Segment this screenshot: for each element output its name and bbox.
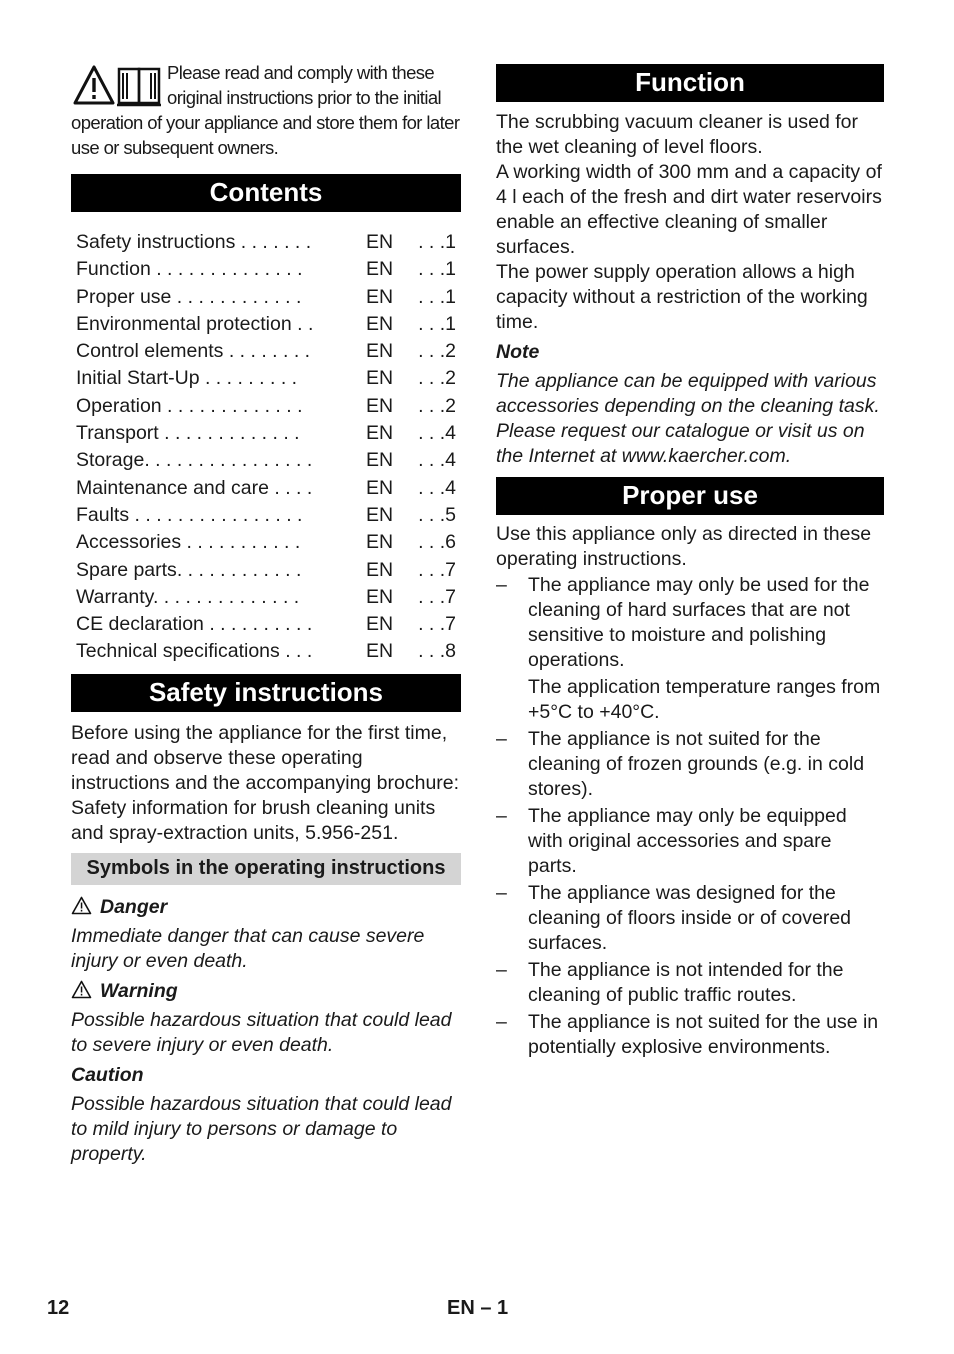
caution-label: Caution bbox=[71, 1063, 144, 1086]
list-item bbox=[496, 573, 884, 725]
function-para-2: A working width of 300 mm and a capacity of 4 l each of the fresh and dirt water reservoirs enable an effective cleaning of smaller surfaces. bbox=[496, 161, 882, 258]
toc-entry-lang: EN bbox=[366, 531, 394, 554]
toc-entry-page: . . .4 bbox=[418, 449, 456, 472]
toc-entry-page: . . .4 bbox=[418, 422, 456, 445]
toc-entry-title: Technical specifications bbox=[76, 640, 280, 663]
danger-label-row bbox=[71, 895, 461, 920]
toc-leader-dots: . . . . . . . . . . . . . bbox=[158, 422, 300, 445]
toc-entry-page: . . .1 bbox=[418, 285, 456, 308]
dash-bullet: – bbox=[496, 882, 507, 904]
toc-entry-title: Safety instructions bbox=[76, 231, 236, 253]
toc-entry-title-cell bbox=[76, 229, 326, 256]
left-column bbox=[71, 60, 461, 1167]
danger-text: Immediate danger that can cause severe injury or even death. bbox=[71, 924, 425, 972]
toc-entry-page: . . .1 bbox=[418, 231, 456, 253]
list-item-text: The appliance is not intended for the cleaning of public traffic routes. bbox=[528, 959, 844, 1006]
function-para-3: The power supply operation allows a high capacity without a restriction of the working time. bbox=[496, 261, 868, 333]
toc-entry-lang: EN bbox=[366, 476, 394, 499]
toc-row bbox=[76, 420, 456, 447]
toc-entry-title: Warranty bbox=[76, 585, 153, 608]
toc-entry-lang: EN bbox=[366, 585, 394, 608]
toc-entry-title: Initial Start-Up bbox=[76, 367, 200, 390]
safety-body: Before using the appliance for the first time, read and observe these operating instructions and the accompanying brochure: Safety information for brush cleaning units and spray-extraction units, 5.956-251. bbox=[71, 721, 460, 844]
danger-label: Danger bbox=[100, 895, 168, 918]
note-text: The appliance can be equipped with various accessories depending on the cleaning task. Please request our catalogue or visit us on the Internet at www.kaercher.com. bbox=[496, 370, 880, 467]
toc-entry-lang: EN bbox=[366, 340, 394, 363]
toc-entry-title-cell bbox=[76, 502, 326, 529]
toc-entry-title-cell bbox=[76, 420, 326, 447]
toc-leader-dots: . . . . . . . . . . . . . . bbox=[150, 258, 303, 281]
proper-use-list bbox=[496, 573, 884, 1060]
toc-entry-title: Faults bbox=[76, 503, 130, 526]
function-para-1: The scrubbing vacuum cleaner is used for the wet cleaning of level floors. bbox=[496, 111, 859, 158]
toc-entry-title: Operation bbox=[76, 394, 162, 417]
toc-entry-title: Function bbox=[76, 258, 151, 281]
warning-triangle-icon bbox=[71, 896, 92, 915]
toc-entry-page: . . .1 bbox=[418, 312, 456, 335]
list-item-extra: The application temperature ranges from +5°C to +40°C. bbox=[528, 676, 881, 723]
toc-entry-page: . . .2 bbox=[418, 394, 456, 417]
toc-leader-dots: . . . . . . . . . . . . bbox=[171, 285, 302, 308]
toc-row bbox=[76, 311, 456, 338]
toc-leader-dots: . . . . . . . bbox=[235, 231, 312, 253]
toc-row bbox=[76, 584, 456, 611]
toc-entry-page: . . .4 bbox=[418, 476, 456, 499]
toc-row bbox=[76, 284, 456, 311]
safety-heading: Safety instructions bbox=[71, 674, 461, 712]
toc-entry-title-cell bbox=[76, 529, 326, 556]
proper-use-heading: Proper use bbox=[496, 477, 884, 515]
toc-row bbox=[76, 393, 456, 420]
dash-bullet: – bbox=[496, 959, 507, 981]
list-item-text: The appliance may only be equipped with original accessories and spare parts. bbox=[528, 805, 847, 877]
toc-leader-dots: . . . . . . . . . . . . . bbox=[161, 394, 303, 417]
list-item-text: The appliance is not suited for the use in potentially explosive environments. bbox=[528, 1011, 879, 1058]
toc-entry-title: Spare parts bbox=[76, 558, 177, 581]
warning-triangle-icon bbox=[71, 980, 92, 999]
caution-text: Possible hazardous situation that could lead to mild injury to persons or damage to property. bbox=[71, 1092, 452, 1165]
toc-row bbox=[76, 475, 456, 502]
dash-bullet: – bbox=[496, 805, 507, 827]
toc-entry-page: . . .1 bbox=[418, 258, 456, 281]
toc-entry-lang: EN bbox=[366, 312, 394, 335]
toc-entry-title-cell bbox=[76, 557, 326, 584]
function-heading: Function bbox=[496, 64, 884, 102]
warning-label: Warning bbox=[100, 979, 178, 1002]
toc-row bbox=[76, 229, 456, 256]
toc-entry-lang: EN bbox=[366, 394, 394, 417]
toc-entry-lang: EN bbox=[366, 422, 394, 445]
toc-entry-lang: EN bbox=[366, 613, 394, 636]
toc-entry-lang: EN bbox=[366, 558, 394, 581]
toc-entry-lang: EN bbox=[366, 367, 394, 390]
toc-entry-title-cell bbox=[76, 638, 326, 665]
list-item bbox=[496, 958, 884, 1008]
table-of-contents bbox=[76, 229, 456, 666]
toc-entry-title: Control elements bbox=[76, 340, 224, 363]
toc-row bbox=[76, 638, 456, 665]
list-item bbox=[496, 881, 884, 956]
toc-entry-page: . . .2 bbox=[418, 340, 456, 363]
page-number: 12 bbox=[47, 1297, 70, 1319]
toc-entry-lang: EN bbox=[366, 449, 394, 472]
toc-row bbox=[76, 338, 456, 365]
toc-entry-page: . . .2 bbox=[418, 367, 456, 390]
toc-entry-title-cell bbox=[76, 584, 326, 611]
toc-entry-page: . . .5 bbox=[418, 503, 456, 526]
list-item bbox=[496, 727, 884, 802]
toc-entry-title: Proper use bbox=[76, 285, 172, 308]
toc-entry-title-cell bbox=[76, 447, 326, 474]
list-item-text: The appliance is not suited for the cleaning of frozen grounds (e.g. in cold stores). bbox=[528, 728, 865, 800]
toc-leader-dots: . . . . . . . . . . . . . . . . bbox=[144, 449, 313, 472]
toc-entry-title-cell bbox=[76, 611, 326, 638]
toc-row bbox=[76, 611, 456, 638]
toc-entry-lang: EN bbox=[366, 640, 394, 663]
toc-leader-dots: . . bbox=[291, 312, 314, 335]
toc-entry-title: CE declaration bbox=[76, 613, 204, 636]
toc-entry-lang: EN bbox=[366, 285, 394, 308]
toc-row bbox=[76, 447, 456, 474]
toc-row bbox=[76, 557, 456, 584]
language-page-marker: EN – 1 bbox=[447, 1297, 509, 1319]
toc-entry-title-cell bbox=[76, 256, 326, 283]
list-item bbox=[496, 804, 884, 879]
toc-leader-dots: . . . . . . . . . . . . bbox=[176, 558, 302, 581]
toc-entry-title-cell bbox=[76, 284, 326, 311]
proper-use-intro: Use this appliance only as directed in these operating instructions. bbox=[496, 523, 872, 570]
toc-leader-dots: . . . . . . . . . . . . . . . . bbox=[129, 503, 303, 526]
symbols-heading: Symbols in the operating instructions bbox=[71, 853, 461, 885]
intro-text: Please read and comply with these original instructions prior to the initial operation of your appliance and store them for later use or subsequent owners. bbox=[71, 62, 460, 158]
dash-bullet: – bbox=[496, 574, 507, 596]
list-item bbox=[496, 1010, 884, 1060]
dash-bullet: – bbox=[496, 728, 507, 750]
toc-leader-dots: . . . . . . . . . . . bbox=[181, 531, 301, 554]
toc-row bbox=[76, 529, 456, 556]
toc-entry-title: Accessories bbox=[76, 531, 182, 554]
toc-leader-dots: . . . . . . . . bbox=[223, 340, 311, 363]
toc-leader-dots: . . . bbox=[279, 640, 313, 663]
list-item-text: The appliance was designed for the cleaning of floors inside or of covered surfaces. bbox=[528, 882, 852, 954]
warning-manual-icon bbox=[71, 63, 163, 108]
toc-entry-lang: EN bbox=[366, 258, 394, 281]
warning-label-row bbox=[71, 979, 461, 1004]
toc-entry-page: . . .7 bbox=[418, 613, 456, 636]
dash-bullet: – bbox=[496, 1011, 507, 1033]
toc-leader-dots: . . . . . . . . . bbox=[199, 367, 298, 390]
toc-entry-title-cell bbox=[76, 475, 326, 502]
intro-notice bbox=[71, 60, 461, 160]
toc-entry-title: Environmental protection bbox=[76, 312, 292, 335]
toc-entry-page: . . .8 bbox=[418, 640, 456, 663]
toc-row bbox=[76, 256, 456, 283]
toc-entry-title-cell bbox=[76, 311, 326, 338]
warning-text: Possible hazardous situation that could lead to severe injury or even death. bbox=[71, 1008, 452, 1056]
note-label: Note bbox=[496, 341, 540, 363]
list-item-text: The appliance may only be used for the cleaning of hard surfaces that are not sensitive to moisture and polishing operations. bbox=[528, 574, 870, 671]
toc-row bbox=[76, 502, 456, 529]
toc-entry-title-cell bbox=[76, 393, 326, 420]
toc-entry-lang: EN bbox=[366, 231, 394, 253]
contents-heading: Contents bbox=[71, 174, 461, 212]
right-column bbox=[496, 64, 884, 1060]
toc-row bbox=[76, 365, 456, 392]
toc-entry-title: Maintenance and care bbox=[76, 476, 269, 499]
toc-entry-page: . . .7 bbox=[418, 558, 456, 581]
toc-leader-dots: . . . . bbox=[268, 476, 313, 499]
toc-entry-title: Storage bbox=[76, 449, 145, 472]
toc-entry-lang: EN bbox=[366, 503, 394, 526]
toc-entry-title-cell bbox=[76, 338, 326, 365]
toc-entry-title: Transport bbox=[76, 422, 159, 445]
toc-leader-dots: . . . . . . . . . . . . . . bbox=[152, 585, 300, 608]
toc-leader-dots: . . . . . . . . . . bbox=[203, 613, 313, 636]
toc-entry-title-cell bbox=[76, 365, 326, 392]
toc-entry-page: . . .7 bbox=[418, 585, 456, 608]
toc-entry-page: . . .6 bbox=[418, 531, 456, 554]
